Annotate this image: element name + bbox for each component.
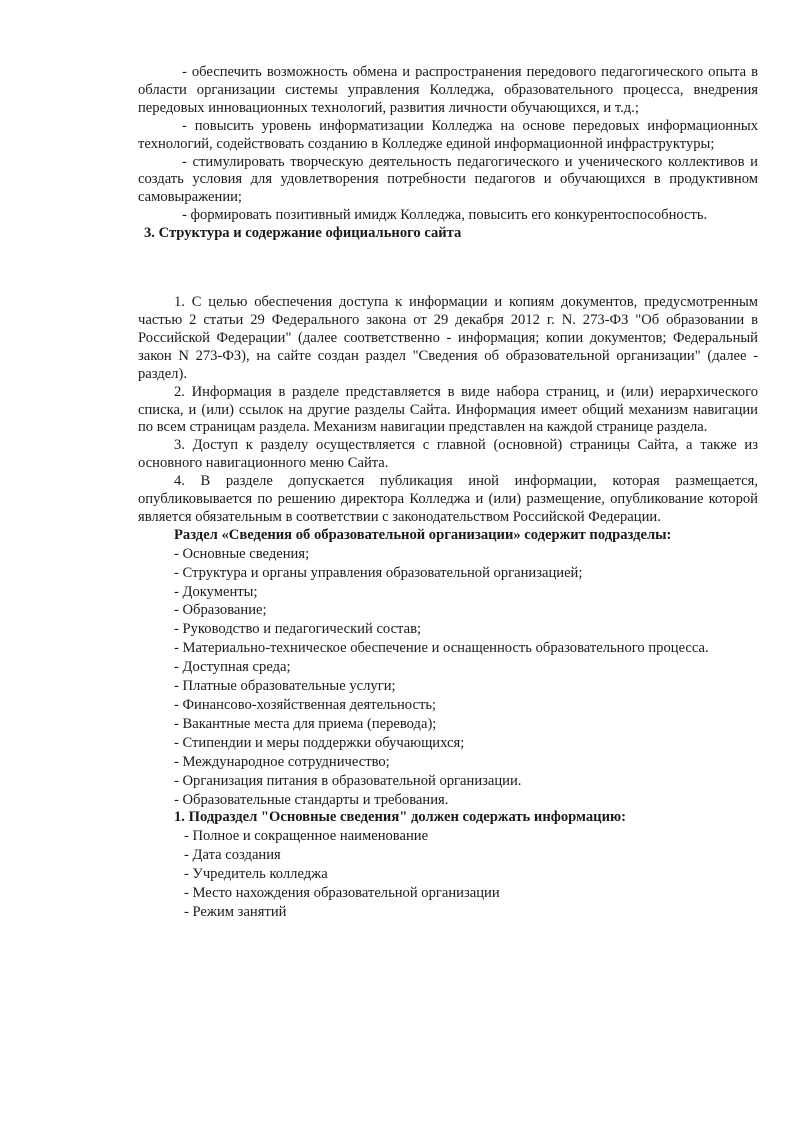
list-item: - Документы;: [174, 583, 258, 600]
subsections-list: [138, 545, 758, 810]
goal-item: - формировать позитивный имидж Колледжа, повысить его конкурентоспособность.: [182, 207, 708, 224]
list-item: - Финансово-хозяйственная деятельность;: [174, 697, 437, 713]
goal-item: - стимулировать творческую деятельность педагогического и ученического коллективов и создать условия для удовлетворения потребности педагогов и обучающихся в продуктивном самовыражении;: [138, 153, 758, 206]
list-item: - Руководство и педагогический состав;: [174, 621, 422, 638]
subsections-title: Раздел «Сведения об образовательной организации» содержит подразделы:: [174, 526, 672, 543]
list-item: - Структура и органы управления образовательной организацией;: [174, 564, 583, 581]
section-paragraph: 2. Информация в разделе представляется в виде набора страниц, и (или) иерархического списка, и (или) ссылок на другие разделы Сайта. Информация имеет общий механизм навигации по всем страницам раздела. Механизм навигации представлен на каждой странице раздела.: [138, 383, 758, 436]
list-item: - Материально-техническое обеспечение и оснащенность образовательного процесса.: [174, 640, 709, 657]
subsection-1-list: [138, 827, 758, 922]
goal-item: - обеспечить возможность обмена и распространения передового педагогического опыта в области организации системы управления Колледжа, образовательного процесса, внедрения передовых инновационных технологий, развития личности обучающихся, и т.д.;: [138, 64, 758, 116]
list-item: - Доступная среда;: [174, 659, 291, 676]
list-item: - Дата создания: [184, 847, 281, 864]
list-item: - Полное и сокращенное наименование: [184, 828, 429, 845]
list-item: - Вакантные места для приема (перевода);: [174, 715, 437, 732]
list-item: - Международное сотрудничество;: [174, 753, 390, 770]
list-item: - Организация питания в образовательной организации.: [174, 772, 522, 789]
list-item: - Учредитель колледжа: [184, 866, 328, 883]
section-paragraph: 3. Доступ к разделу осуществляется с главной (основной) страницы Сайта, а также из основного навигационного меню Сайта.: [138, 437, 758, 472]
list-item: - Стипендии и меры поддержки обучающихся;: [174, 734, 465, 751]
intro-goals: [138, 64, 758, 225]
list-item: - Платные образовательные услуги;: [174, 678, 396, 695]
document-body: [138, 64, 758, 922]
list-item: - Образование;: [174, 602, 267, 619]
section-3-paragraphs: [138, 294, 758, 527]
list-item: - Режим занятий: [184, 903, 287, 920]
list-item: - Основные сведения;: [174, 545, 310, 562]
goal-item: - повысить уровень информатизации Колледжа на основе передовых информационных технологий, содействовать созданию в Колледже единой информационной инфраструктуры;: [138, 117, 758, 152]
section-paragraph: 4. В разделе допускается публикация иной информации, которая размещается, опубликовывается по решению директора Колледжа и (или) размещение, опубликование которой является обязательным в соответствии с законодательством Российской Федерации.: [138, 473, 758, 525]
section-paragraph: 1. С целью обеспечения доступа к информации и копиям документов, предусмотренным частью 2 статьи 29 Федерального закона от 29 декабря 2012 г. N. 273-ФЗ "Об образовании в Российской Федерации" (далее соответственно - информация; копии документов; Федеральный закон N 273-ФЗ), на сайте создан раздел "Сведения об образовательной организации" (далее - раздел).: [138, 294, 758, 382]
subsection-1-title: 1. Подраздел "Основные сведения" должен содержать информацию:: [174, 809, 626, 826]
list-item: - Образовательные стандарты и требования.: [174, 791, 449, 808]
list-item: - Место нахождения образовательной организации: [184, 885, 500, 902]
section-3-title: 3. Структура и содержание официального сайта: [144, 225, 462, 242]
